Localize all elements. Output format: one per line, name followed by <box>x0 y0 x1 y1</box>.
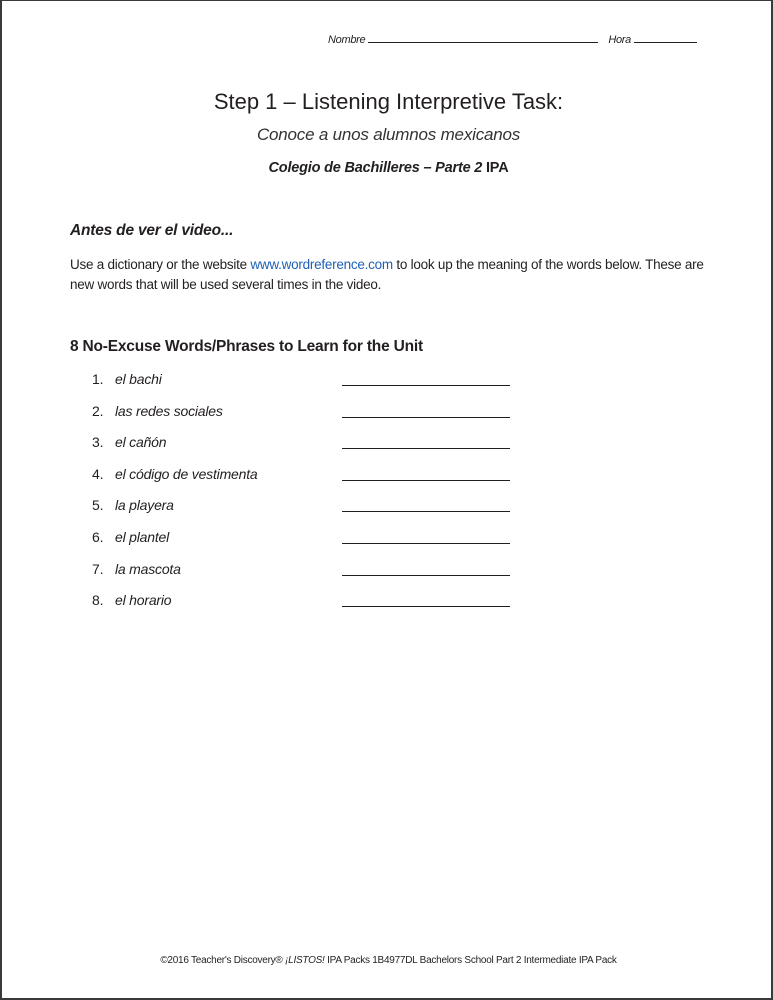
item-word: el código de vestimenta <box>115 465 258 482</box>
item-number: 1. <box>92 371 104 387</box>
footer-product: IPA Packs 1B4977DL Bachelors School Part 2 Intermediate IPA Pack <box>324 955 617 966</box>
list-item <box>92 526 522 558</box>
answer-blank[interactable] <box>342 385 510 386</box>
item-word: las redes sociales <box>115 402 223 419</box>
list-item <box>92 589 522 621</box>
footer-copyright: ©2016 Teacher's Discovery® <box>160 955 286 966</box>
answer-blank[interactable] <box>342 575 510 576</box>
page-subtitle: Conoce a unos alumnos mexicanos <box>256 125 521 144</box>
list-item <box>92 400 522 432</box>
page-subhead <box>2 160 773 176</box>
list-item <box>92 494 522 526</box>
footer-brand: ¡LISTOS! <box>285 955 325 966</box>
item-number: 2. <box>92 402 104 419</box>
hour-label: Hora <box>608 34 631 46</box>
instructions-paragraph <box>70 255 710 295</box>
item-number: 6. <box>92 528 104 545</box>
name-blank[interactable] <box>368 32 598 43</box>
item-number: 5. <box>92 497 104 514</box>
subhead-italic: Colegio de Bachilleres – Parte 2 <box>268 160 483 176</box>
list-item <box>92 431 522 463</box>
word-list <box>92 368 522 621</box>
item-number: 8. <box>92 592 104 609</box>
answer-blank[interactable] <box>342 448 510 449</box>
page-title: Step 1 – Listening Interpretive Task: <box>213 89 564 114</box>
instructions-text-end: to look up the meaning of the words below. These are new words that will be used several times in the video. <box>70 257 704 292</box>
answer-blank[interactable] <box>342 543 510 544</box>
instructions-text-start: Use a dictionary or the website <box>70 257 251 272</box>
list-item <box>92 558 522 590</box>
item-number: 7. <box>92 560 104 577</box>
item-word: la mascota <box>115 560 181 577</box>
list-item <box>92 368 522 400</box>
item-number: 3. <box>92 434 104 451</box>
answer-blank[interactable] <box>342 480 510 481</box>
item-word: el horario <box>115 592 172 609</box>
name-label: Nombre <box>328 34 366 46</box>
subhead-regular: IPA <box>482 160 509 176</box>
answer-blank[interactable] <box>342 606 510 607</box>
item-word: la playera <box>115 497 174 514</box>
answer-blank[interactable] <box>342 511 510 512</box>
words-heading: 8 No-Excuse Words/Phrases to Learn for the Unit <box>70 338 423 355</box>
page-footer <box>2 955 773 966</box>
student-info-fields <box>328 32 697 46</box>
item-word: el bachi <box>115 371 162 387</box>
answer-blank[interactable] <box>342 417 510 418</box>
item-word: el cañón <box>115 434 167 451</box>
item-word: el plantel <box>115 528 170 545</box>
item-number: 4. <box>92 465 104 482</box>
wordreference-link[interactable]: www.wordreference.com <box>250 257 393 272</box>
before-video-heading: Antes de ver el video... <box>70 222 234 239</box>
list-item <box>92 463 522 495</box>
hour-blank[interactable] <box>634 32 697 43</box>
